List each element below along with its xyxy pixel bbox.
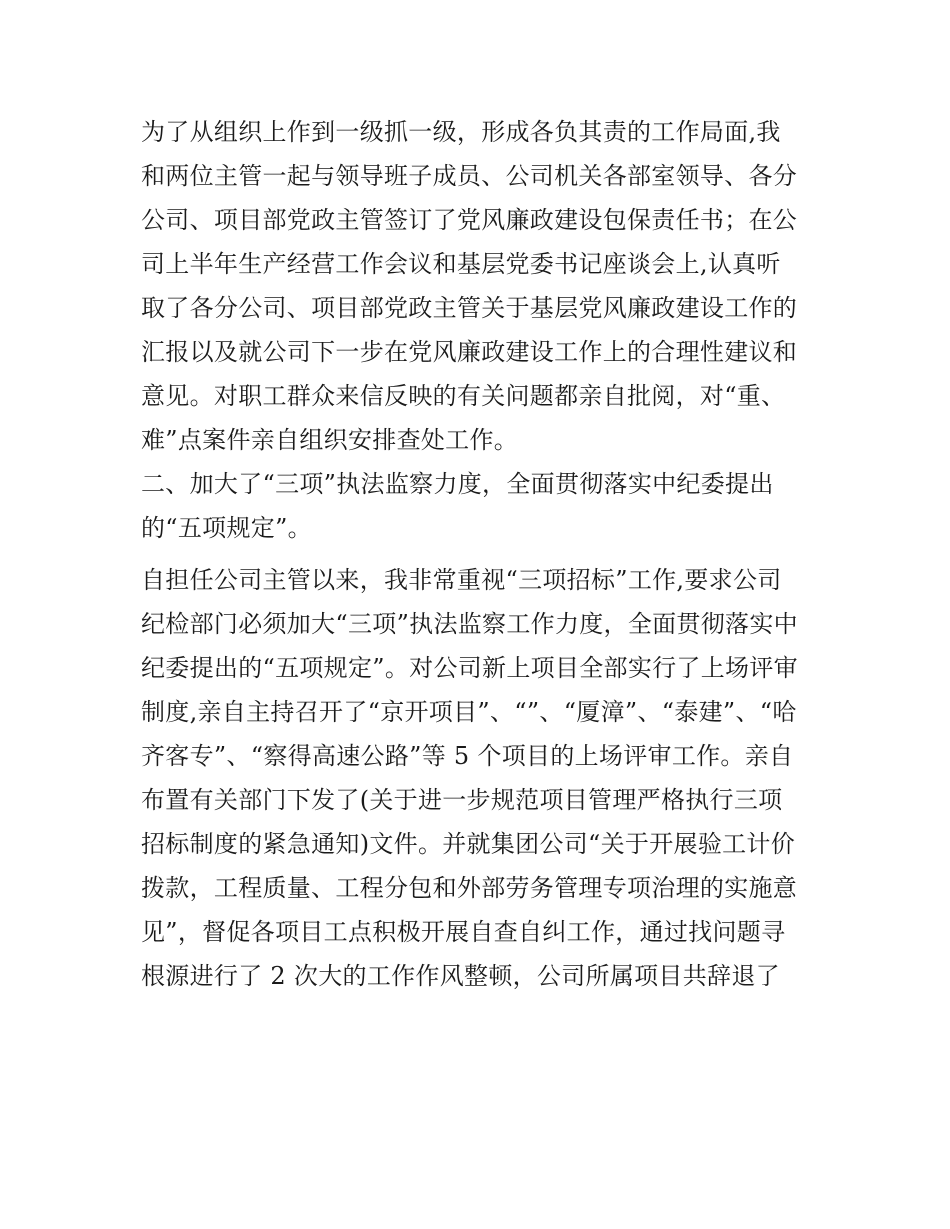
text-line: 纪委提出的“五项规定”。对公司新上项目全部实行了上场评审 xyxy=(141,654,798,682)
section-heading-2 xyxy=(141,462,821,550)
text-line: 拨款，工程质量、工程分包和外部劳务管理专项治理的实施意 xyxy=(141,874,798,902)
paragraph-responsibility xyxy=(141,110,821,462)
paragraph-tendering xyxy=(141,558,821,998)
text-line: 和两位主管一起与领导班子成员、公司机关各部室领导、各分 xyxy=(141,162,798,190)
paragraph-spacer xyxy=(141,550,821,558)
text-line: 制度,亲自主持召开了“京开项目”、“”、“厦漳”、“泰建”、“哈 xyxy=(141,698,797,726)
text-line: 司上半年生产经营工作会议和基层党委书记座谈会上,认真听 xyxy=(141,250,781,278)
text-line: 公司、项目部党政主管签订了党风廉政建设包保责任书；在公 xyxy=(141,206,798,234)
heading-line: 的“五项规定”。 xyxy=(141,514,312,542)
text-line: 难”点案件亲自组织安排查处工作。 xyxy=(141,426,519,454)
text-line: 根源进行了 2 次大的工作作风整顿，公司所属项目共辞退了 xyxy=(141,962,780,990)
text-line: 见”，督促各项目工点积极开展自查自纠工作，通过找问题寻 xyxy=(141,918,786,946)
text-line: 自担任公司主管以来，我非常重视“三项招标”工作,要求公司 xyxy=(141,566,782,594)
text-line: 意见。对职工群众来信反映的有关问题都亲自批阅，对“重、 xyxy=(141,382,786,410)
text-line: 为了从组织上作到一级抓一级，形成各负其责的工作局面,我 xyxy=(141,118,781,146)
text-line: 招标制度的紧急通知)文件。并就集团公司“关于开展验工计价 xyxy=(141,830,796,858)
text-line: 取了各分公司、项目部党政主管关于基层党风廉政建设工作的 xyxy=(141,294,798,322)
text-line: 汇报以及就公司下一步在党风廉政建设工作上的合理性建议和 xyxy=(141,338,798,366)
text-line: 齐客专”、“察得高速公路”等 5 个项目的上场评审工作。亲自 xyxy=(141,742,794,770)
text-line: 纪检部门必须加大“三项”执法监察工作力度，全面贯彻落实中 xyxy=(141,610,798,638)
document-body xyxy=(141,110,821,998)
text-line: 布置有关部门下发了(关于进一步规范项目管理严格执行三项 xyxy=(141,786,783,814)
heading-line: 二、加大了“三项”执法监察力度，全面贯彻落实中纪委提出 xyxy=(141,470,774,498)
